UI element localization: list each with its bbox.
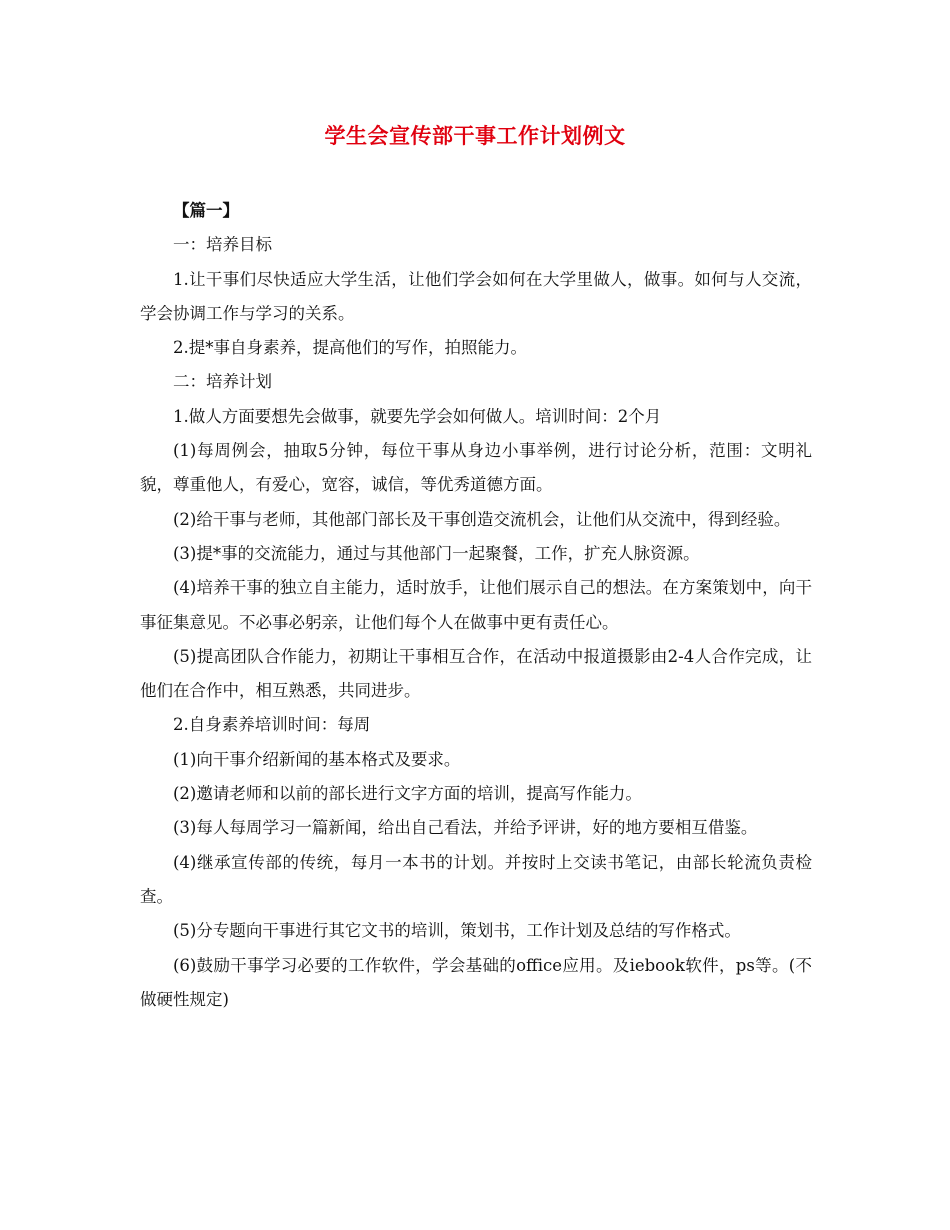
paragraph: (1)每周例会，抽取5分钟，每位干事从身边小事举例，进行讨论分析，范围：文明礼貌，尊重他人，有爱心，宽容，诚信，等优秀道德方面。 bbox=[140, 441, 812, 495]
paragraph: (3)提*事的交流能力，通过与其他部门一起聚餐，工作，扩充人脉资源。 bbox=[173, 543, 700, 563]
document-body bbox=[140, 194, 812, 1017]
paragraph: (1)向干事介绍新闻的基本格式及要求。 bbox=[173, 749, 461, 769]
paragraph: 二：培养计划 bbox=[173, 372, 272, 392]
paragraph: (4)继承宣传部的传统，每月一本书的计划。并按时上交读书笔记，由部长轮流负责检查。 bbox=[140, 852, 812, 906]
section-heading: 【篇一】 bbox=[173, 201, 239, 220]
paragraph: (2)邀请老师和以前的部长进行文字方面的培训，提高写作能力。 bbox=[173, 784, 642, 804]
paragraph: (3)每人每周学习一篇新闻，给出自己看法，并给予评讲，好的地方要相互借鉴。 bbox=[173, 818, 758, 838]
paragraph: (2)给干事与老师，其他部门部长及干事创造交流机会，让他们从交流中，得到经验。 bbox=[173, 509, 791, 529]
paragraph: 1.让干事们尽快适应大学生活，让他们学会如何在大学里做人，做事。如何与人交流，学会协调工作与学习的关系。 bbox=[140, 269, 812, 323]
paragraph: 一：培养目标 bbox=[173, 235, 272, 255]
paragraph: (5)分专题向干事进行其它文书的培训，策划书，工作计划及总结的写作格式。 bbox=[173, 921, 741, 941]
document-title: 学生会宣传部干事工作计划例文 bbox=[324, 124, 626, 148]
paragraph: (6)鼓励干事学习必要的工作软件，学会基础的office应用。及iebook软件，ps等。(不做硬性规定) bbox=[140, 955, 812, 1009]
paragraph: (4)培养干事的独立自主能力，适时放手，让他们展示自己的想法。在方案策划中，向干事征集意见。不必事必躬亲，让他们每个人在做事中更有责任心。 bbox=[140, 578, 812, 632]
paragraph: 2.自身素养培训时间：每周 bbox=[173, 715, 371, 735]
paragraph: 1.做人方面要想先会做事，就要先学会如何做人。培训时间：2个月 bbox=[173, 406, 662, 426]
paragraph: (5)提高团队合作能力，初期让干事相互合作，在活动中报道摄影由2-4人合作完成，让他们在合作中，相互熟悉，共同进步。 bbox=[140, 646, 812, 701]
paragraph: 2.提*事自身素养，提高他们的写作，拍照能力。 bbox=[173, 338, 527, 358]
